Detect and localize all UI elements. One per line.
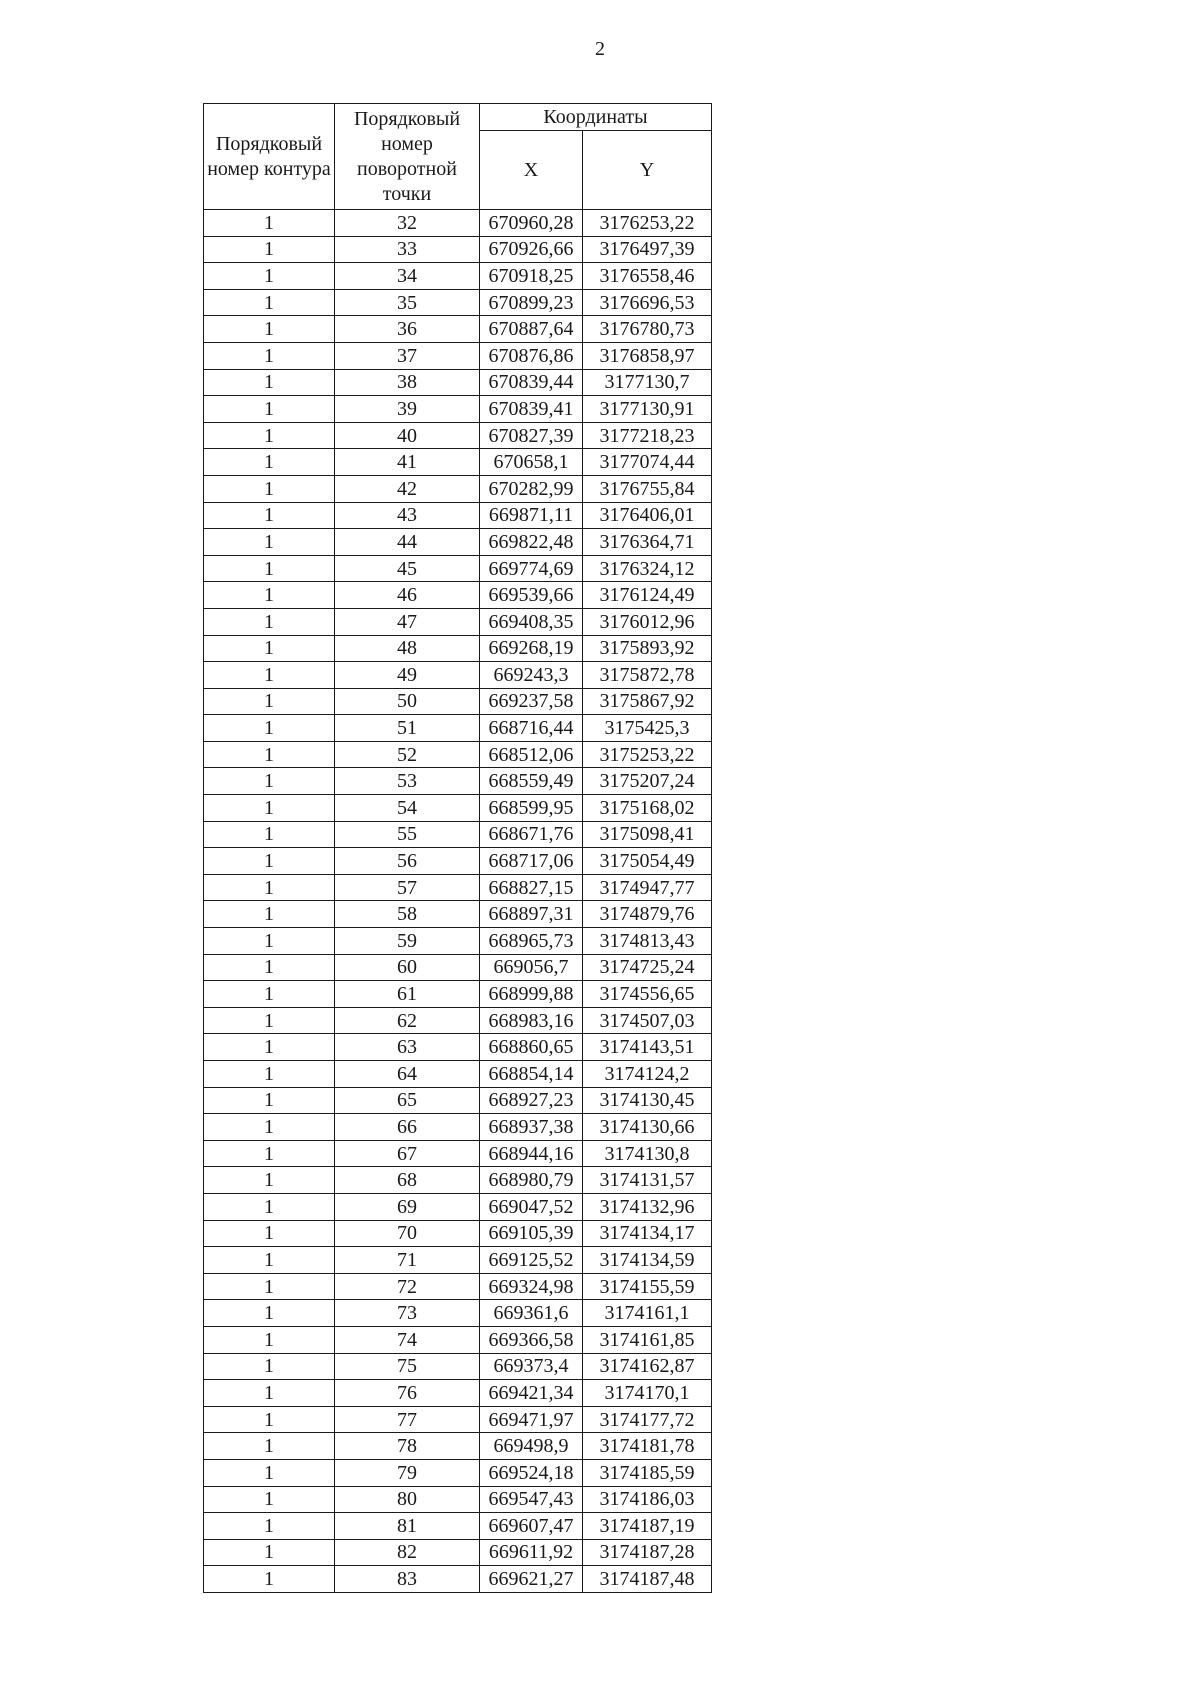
cell-y: 3177074,44: [583, 449, 712, 476]
cell-y: 3176558,46: [583, 263, 712, 290]
cell-x: 670839,44: [480, 369, 583, 396]
cell-contour-number: 1: [204, 1193, 335, 1220]
cell-point-number: 60: [335, 954, 480, 981]
cell-point-number: 38: [335, 369, 480, 396]
cell-point-number: 49: [335, 662, 480, 689]
cell-point-number: 35: [335, 289, 480, 316]
table-row: [204, 901, 712, 928]
cell-contour-number: 1: [204, 981, 335, 1008]
cell-x: 668983,16: [480, 1007, 583, 1034]
cell-contour-number: 1: [204, 901, 335, 928]
table-row: [204, 263, 712, 290]
cell-contour-number: 1: [204, 608, 335, 635]
cell-point-number: 78: [335, 1433, 480, 1460]
cell-point-number: 64: [335, 1061, 480, 1088]
cell-y: 3175253,22: [583, 741, 712, 768]
cell-contour-number: 1: [204, 1034, 335, 1061]
table-row: [204, 1273, 712, 1300]
cell-contour-number: 1: [204, 475, 335, 502]
cell-y: 3175054,49: [583, 848, 712, 875]
cell-point-number: 58: [335, 901, 480, 928]
table-row: [204, 449, 712, 476]
cell-x: 668559,49: [480, 768, 583, 795]
cell-y: 3174177,72: [583, 1406, 712, 1433]
cell-y: 3176696,53: [583, 289, 712, 316]
cell-x: 669105,39: [480, 1220, 583, 1247]
table-row: [204, 1406, 712, 1433]
cell-x: 670926,66: [480, 236, 583, 263]
table-row: [204, 1220, 712, 1247]
cell-x: 668716,44: [480, 715, 583, 742]
table-row: [204, 821, 712, 848]
header-coordinates: Координаты: [480, 104, 712, 131]
cell-contour-number: 1: [204, 768, 335, 795]
cell-contour-number: 1: [204, 529, 335, 556]
cell-point-number: 33: [335, 236, 480, 263]
table-row: [204, 1353, 712, 1380]
cell-contour-number: 1: [204, 928, 335, 955]
table-body: [204, 210, 712, 1593]
cell-point-number: 56: [335, 848, 480, 875]
cell-point-number: 46: [335, 582, 480, 609]
table-row: [204, 848, 712, 875]
cell-contour-number: 1: [204, 369, 335, 396]
cell-contour-number: 1: [204, 741, 335, 768]
cell-y: 3174185,59: [583, 1459, 712, 1486]
cell-y: 3174130,8: [583, 1140, 712, 1167]
cell-contour-number: 1: [204, 1326, 335, 1353]
cell-contour-number: 1: [204, 289, 335, 316]
cell-y: 3175867,92: [583, 688, 712, 715]
cell-x: 668999,88: [480, 981, 583, 1008]
cell-point-number: 76: [335, 1380, 480, 1407]
cell-y: 3177130,91: [583, 396, 712, 423]
header-point-number: Порядковый номер поворотной точки: [335, 104, 480, 210]
cell-x: 670876,86: [480, 342, 583, 369]
cell-point-number: 61: [335, 981, 480, 1008]
table-row: [204, 1247, 712, 1274]
cell-x: 669373,4: [480, 1353, 583, 1380]
table-row: [204, 475, 712, 502]
page-number: 2: [595, 38, 605, 60]
cell-y: 3175098,41: [583, 821, 712, 848]
cell-y: 3174186,03: [583, 1486, 712, 1513]
cell-contour-number: 1: [204, 1566, 335, 1593]
cell-point-number: 47: [335, 608, 480, 635]
cell-x: 669237,58: [480, 688, 583, 715]
cell-contour-number: 1: [204, 1167, 335, 1194]
table-row: [204, 1087, 712, 1114]
cell-y: 3176780,73: [583, 316, 712, 343]
cell-contour-number: 1: [204, 502, 335, 529]
table-row: [204, 795, 712, 822]
cell-y: 3174130,66: [583, 1114, 712, 1141]
cell-contour-number: 1: [204, 1114, 335, 1141]
table-row: [204, 1167, 712, 1194]
cell-contour-number: 1: [204, 874, 335, 901]
cell-x: 669421,34: [480, 1380, 583, 1407]
table-row: [204, 316, 712, 343]
cell-x: 670960,28: [480, 210, 583, 237]
table-row: [204, 981, 712, 1008]
table-row: [204, 1140, 712, 1167]
cell-contour-number: 1: [204, 1513, 335, 1540]
cell-x: 668599,95: [480, 795, 583, 822]
cell-x: 668927,23: [480, 1087, 583, 1114]
cell-point-number: 66: [335, 1114, 480, 1141]
header-x: X: [480, 131, 583, 210]
cell-point-number: 71: [335, 1247, 480, 1274]
cell-contour-number: 1: [204, 635, 335, 662]
cell-x: 669607,47: [480, 1513, 583, 1540]
table-row: [204, 1566, 712, 1593]
header-y: Y: [583, 131, 712, 210]
table-row: [204, 874, 712, 901]
cell-y: 3174187,28: [583, 1539, 712, 1566]
cell-contour-number: 1: [204, 1486, 335, 1513]
cell-point-number: 65: [335, 1087, 480, 1114]
cell-x: 669056,7: [480, 954, 583, 981]
cell-x: 669366,58: [480, 1326, 583, 1353]
cell-x: 669361,6: [480, 1300, 583, 1327]
cell-contour-number: 1: [204, 795, 335, 822]
cell-x: 669547,43: [480, 1486, 583, 1513]
cell-x: 669268,19: [480, 635, 583, 662]
table-row: [204, 1513, 712, 1540]
cell-y: 3175893,92: [583, 635, 712, 662]
cell-y: 3174161,1: [583, 1300, 712, 1327]
cell-point-number: 41: [335, 449, 480, 476]
cell-contour-number: 1: [204, 396, 335, 423]
cell-y: 3175872,78: [583, 662, 712, 689]
cell-y: 3176497,39: [583, 236, 712, 263]
cell-contour-number: 1: [204, 582, 335, 609]
cell-point-number: 36: [335, 316, 480, 343]
table-row: [204, 422, 712, 449]
cell-contour-number: 1: [204, 263, 335, 290]
cell-x: 670282,99: [480, 475, 583, 502]
cell-x: 668937,38: [480, 1114, 583, 1141]
cell-contour-number: 1: [204, 1061, 335, 1088]
cell-x: 668897,31: [480, 901, 583, 928]
cell-x: 670899,23: [480, 289, 583, 316]
cell-contour-number: 1: [204, 316, 335, 343]
table-row: [204, 1459, 712, 1486]
table-row: [204, 1114, 712, 1141]
table-row: [204, 1007, 712, 1034]
cell-y: 3176755,84: [583, 475, 712, 502]
cell-contour-number: 1: [204, 1140, 335, 1167]
table-row: [204, 1433, 712, 1460]
cell-y: 3174725,24: [583, 954, 712, 981]
cell-x: 669621,27: [480, 1566, 583, 1593]
cell-y: 3174131,57: [583, 1167, 712, 1194]
cell-x: 669822,48: [480, 529, 583, 556]
cell-y: 3176324,12: [583, 555, 712, 582]
cell-x: 670918,25: [480, 263, 583, 290]
cell-point-number: 57: [335, 874, 480, 901]
cell-contour-number: 1: [204, 662, 335, 689]
table-row: [204, 1193, 712, 1220]
table-row: [204, 608, 712, 635]
cell-x: 668827,15: [480, 874, 583, 901]
cell-point-number: 74: [335, 1326, 480, 1353]
cell-point-number: 42: [335, 475, 480, 502]
cell-contour-number: 1: [204, 1220, 335, 1247]
table-row: [204, 715, 712, 742]
cell-point-number: 59: [335, 928, 480, 955]
cell-y: 3174134,59: [583, 1247, 712, 1274]
table-row: [204, 741, 712, 768]
cell-y: 3174187,19: [583, 1513, 712, 1540]
cell-x: 670887,64: [480, 316, 583, 343]
cell-point-number: 79: [335, 1459, 480, 1486]
cell-x: 670658,1: [480, 449, 583, 476]
table-row: [204, 210, 712, 237]
cell-x: 669774,69: [480, 555, 583, 582]
cell-contour-number: 1: [204, 1300, 335, 1327]
cell-point-number: 82: [335, 1539, 480, 1566]
cell-y: 3177218,23: [583, 422, 712, 449]
cell-y: 3176124,49: [583, 582, 712, 609]
cell-point-number: 73: [335, 1300, 480, 1327]
cell-x: 669243,3: [480, 662, 583, 689]
cell-x: 668860,65: [480, 1034, 583, 1061]
cell-point-number: 43: [335, 502, 480, 529]
cell-point-number: 51: [335, 715, 480, 742]
cell-point-number: 75: [335, 1353, 480, 1380]
cell-contour-number: 1: [204, 1273, 335, 1300]
table-row: [204, 342, 712, 369]
cell-point-number: 34: [335, 263, 480, 290]
cell-x: 669871,11: [480, 502, 583, 529]
cell-x: 668965,73: [480, 928, 583, 955]
cell-y: 3174161,85: [583, 1326, 712, 1353]
cell-x: 669408,35: [480, 608, 583, 635]
cell-x: 669611,92: [480, 1539, 583, 1566]
cell-point-number: 68: [335, 1167, 480, 1194]
cell-contour-number: 1: [204, 1433, 335, 1460]
table-row: [204, 1300, 712, 1327]
cell-x: 669524,18: [480, 1459, 583, 1486]
cell-x: 670839,41: [480, 396, 583, 423]
cell-contour-number: 1: [204, 821, 335, 848]
cell-point-number: 53: [335, 768, 480, 795]
cell-y: 3174879,76: [583, 901, 712, 928]
cell-contour-number: 1: [204, 715, 335, 742]
cell-point-number: 67: [335, 1140, 480, 1167]
cell-contour-number: 1: [204, 555, 335, 582]
cell-x: 668512,06: [480, 741, 583, 768]
cell-x: 668671,76: [480, 821, 583, 848]
cell-contour-number: 1: [204, 236, 335, 263]
cell-contour-number: 1: [204, 848, 335, 875]
table-row: [204, 555, 712, 582]
cell-contour-number: 1: [204, 1247, 335, 1274]
cell-contour-number: 1: [204, 342, 335, 369]
table-row: [204, 688, 712, 715]
cell-contour-number: 1: [204, 1459, 335, 1486]
cell-contour-number: 1: [204, 954, 335, 981]
cell-y: 3175207,24: [583, 768, 712, 795]
table-row: [204, 662, 712, 689]
cell-y: 3177130,7: [583, 369, 712, 396]
cell-point-number: 63: [335, 1034, 480, 1061]
table-row: [204, 1034, 712, 1061]
cell-point-number: 54: [335, 795, 480, 822]
cell-y: 3174162,87: [583, 1353, 712, 1380]
cell-point-number: 37: [335, 342, 480, 369]
cell-contour-number: 1: [204, 1539, 335, 1566]
cell-x: 669047,52: [480, 1193, 583, 1220]
cell-contour-number: 1: [204, 1007, 335, 1034]
cell-point-number: 39: [335, 396, 480, 423]
table-row: [204, 502, 712, 529]
cell-point-number: 45: [335, 555, 480, 582]
cell-y: 3174947,77: [583, 874, 712, 901]
cell-y: 3176858,97: [583, 342, 712, 369]
table-row: [204, 1486, 712, 1513]
cell-point-number: 70: [335, 1220, 480, 1247]
table-row: [204, 1061, 712, 1088]
cell-contour-number: 1: [204, 449, 335, 476]
table-row: [204, 1380, 712, 1407]
cell-y: 3175425,3: [583, 715, 712, 742]
cell-point-number: 62: [335, 1007, 480, 1034]
cell-y: 3174813,43: [583, 928, 712, 955]
cell-y: 3176364,71: [583, 529, 712, 556]
cell-y: 3174134,17: [583, 1220, 712, 1247]
cell-contour-number: 1: [204, 688, 335, 715]
cell-point-number: 32: [335, 210, 480, 237]
cell-x: 669498,9: [480, 1433, 583, 1460]
cell-x: 668944,16: [480, 1140, 583, 1167]
coordinates-table: [203, 103, 712, 1593]
table-row: [204, 768, 712, 795]
cell-point-number: 77: [335, 1406, 480, 1433]
table-row: [204, 582, 712, 609]
cell-point-number: 50: [335, 688, 480, 715]
table-row: [204, 635, 712, 662]
cell-point-number: 55: [335, 821, 480, 848]
table-row: [204, 369, 712, 396]
cell-point-number: 44: [335, 529, 480, 556]
cell-point-number: 72: [335, 1273, 480, 1300]
cell-x: 669125,52: [480, 1247, 583, 1274]
cell-y: 3174507,03: [583, 1007, 712, 1034]
cell-contour-number: 1: [204, 1087, 335, 1114]
table-row: [204, 1539, 712, 1566]
table-row: [204, 1326, 712, 1353]
cell-point-number: 83: [335, 1566, 480, 1593]
cell-x: 670827,39: [480, 422, 583, 449]
cell-y: 3174130,45: [583, 1087, 712, 1114]
cell-x: 668717,06: [480, 848, 583, 875]
cell-contour-number: 1: [204, 422, 335, 449]
cell-y: 3176012,96: [583, 608, 712, 635]
cell-y: 3174181,78: [583, 1433, 712, 1460]
cell-contour-number: 1: [204, 210, 335, 237]
cell-point-number: 69: [335, 1193, 480, 1220]
table-row: [204, 954, 712, 981]
cell-y: 3174124,2: [583, 1061, 712, 1088]
table-row: [204, 396, 712, 423]
cell-y: 3174556,65: [583, 981, 712, 1008]
cell-y: 3174143,51: [583, 1034, 712, 1061]
cell-y: 3176253,22: [583, 210, 712, 237]
cell-y: 3176406,01: [583, 502, 712, 529]
cell-y: 3174132,96: [583, 1193, 712, 1220]
cell-point-number: 81: [335, 1513, 480, 1540]
cell-x: 669539,66: [480, 582, 583, 609]
table-row: [204, 529, 712, 556]
cell-contour-number: 1: [204, 1353, 335, 1380]
cell-x: 669324,98: [480, 1273, 583, 1300]
cell-y: 3174155,59: [583, 1273, 712, 1300]
table-row: [204, 236, 712, 263]
cell-x: 668980,79: [480, 1167, 583, 1194]
cell-point-number: 40: [335, 422, 480, 449]
table-row: [204, 928, 712, 955]
cell-point-number: 80: [335, 1486, 480, 1513]
cell-y: 3174187,48: [583, 1566, 712, 1593]
table-row: [204, 289, 712, 316]
cell-x: 668854,14: [480, 1061, 583, 1088]
cell-y: 3175168,02: [583, 795, 712, 822]
header-contour-number: Порядковый номер контура: [204, 104, 335, 210]
cell-point-number: 52: [335, 741, 480, 768]
cell-contour-number: 1: [204, 1380, 335, 1407]
cell-x: 669471,97: [480, 1406, 583, 1433]
cell-point-number: 48: [335, 635, 480, 662]
cell-contour-number: 1: [204, 1406, 335, 1433]
cell-y: 3174170,1: [583, 1380, 712, 1407]
